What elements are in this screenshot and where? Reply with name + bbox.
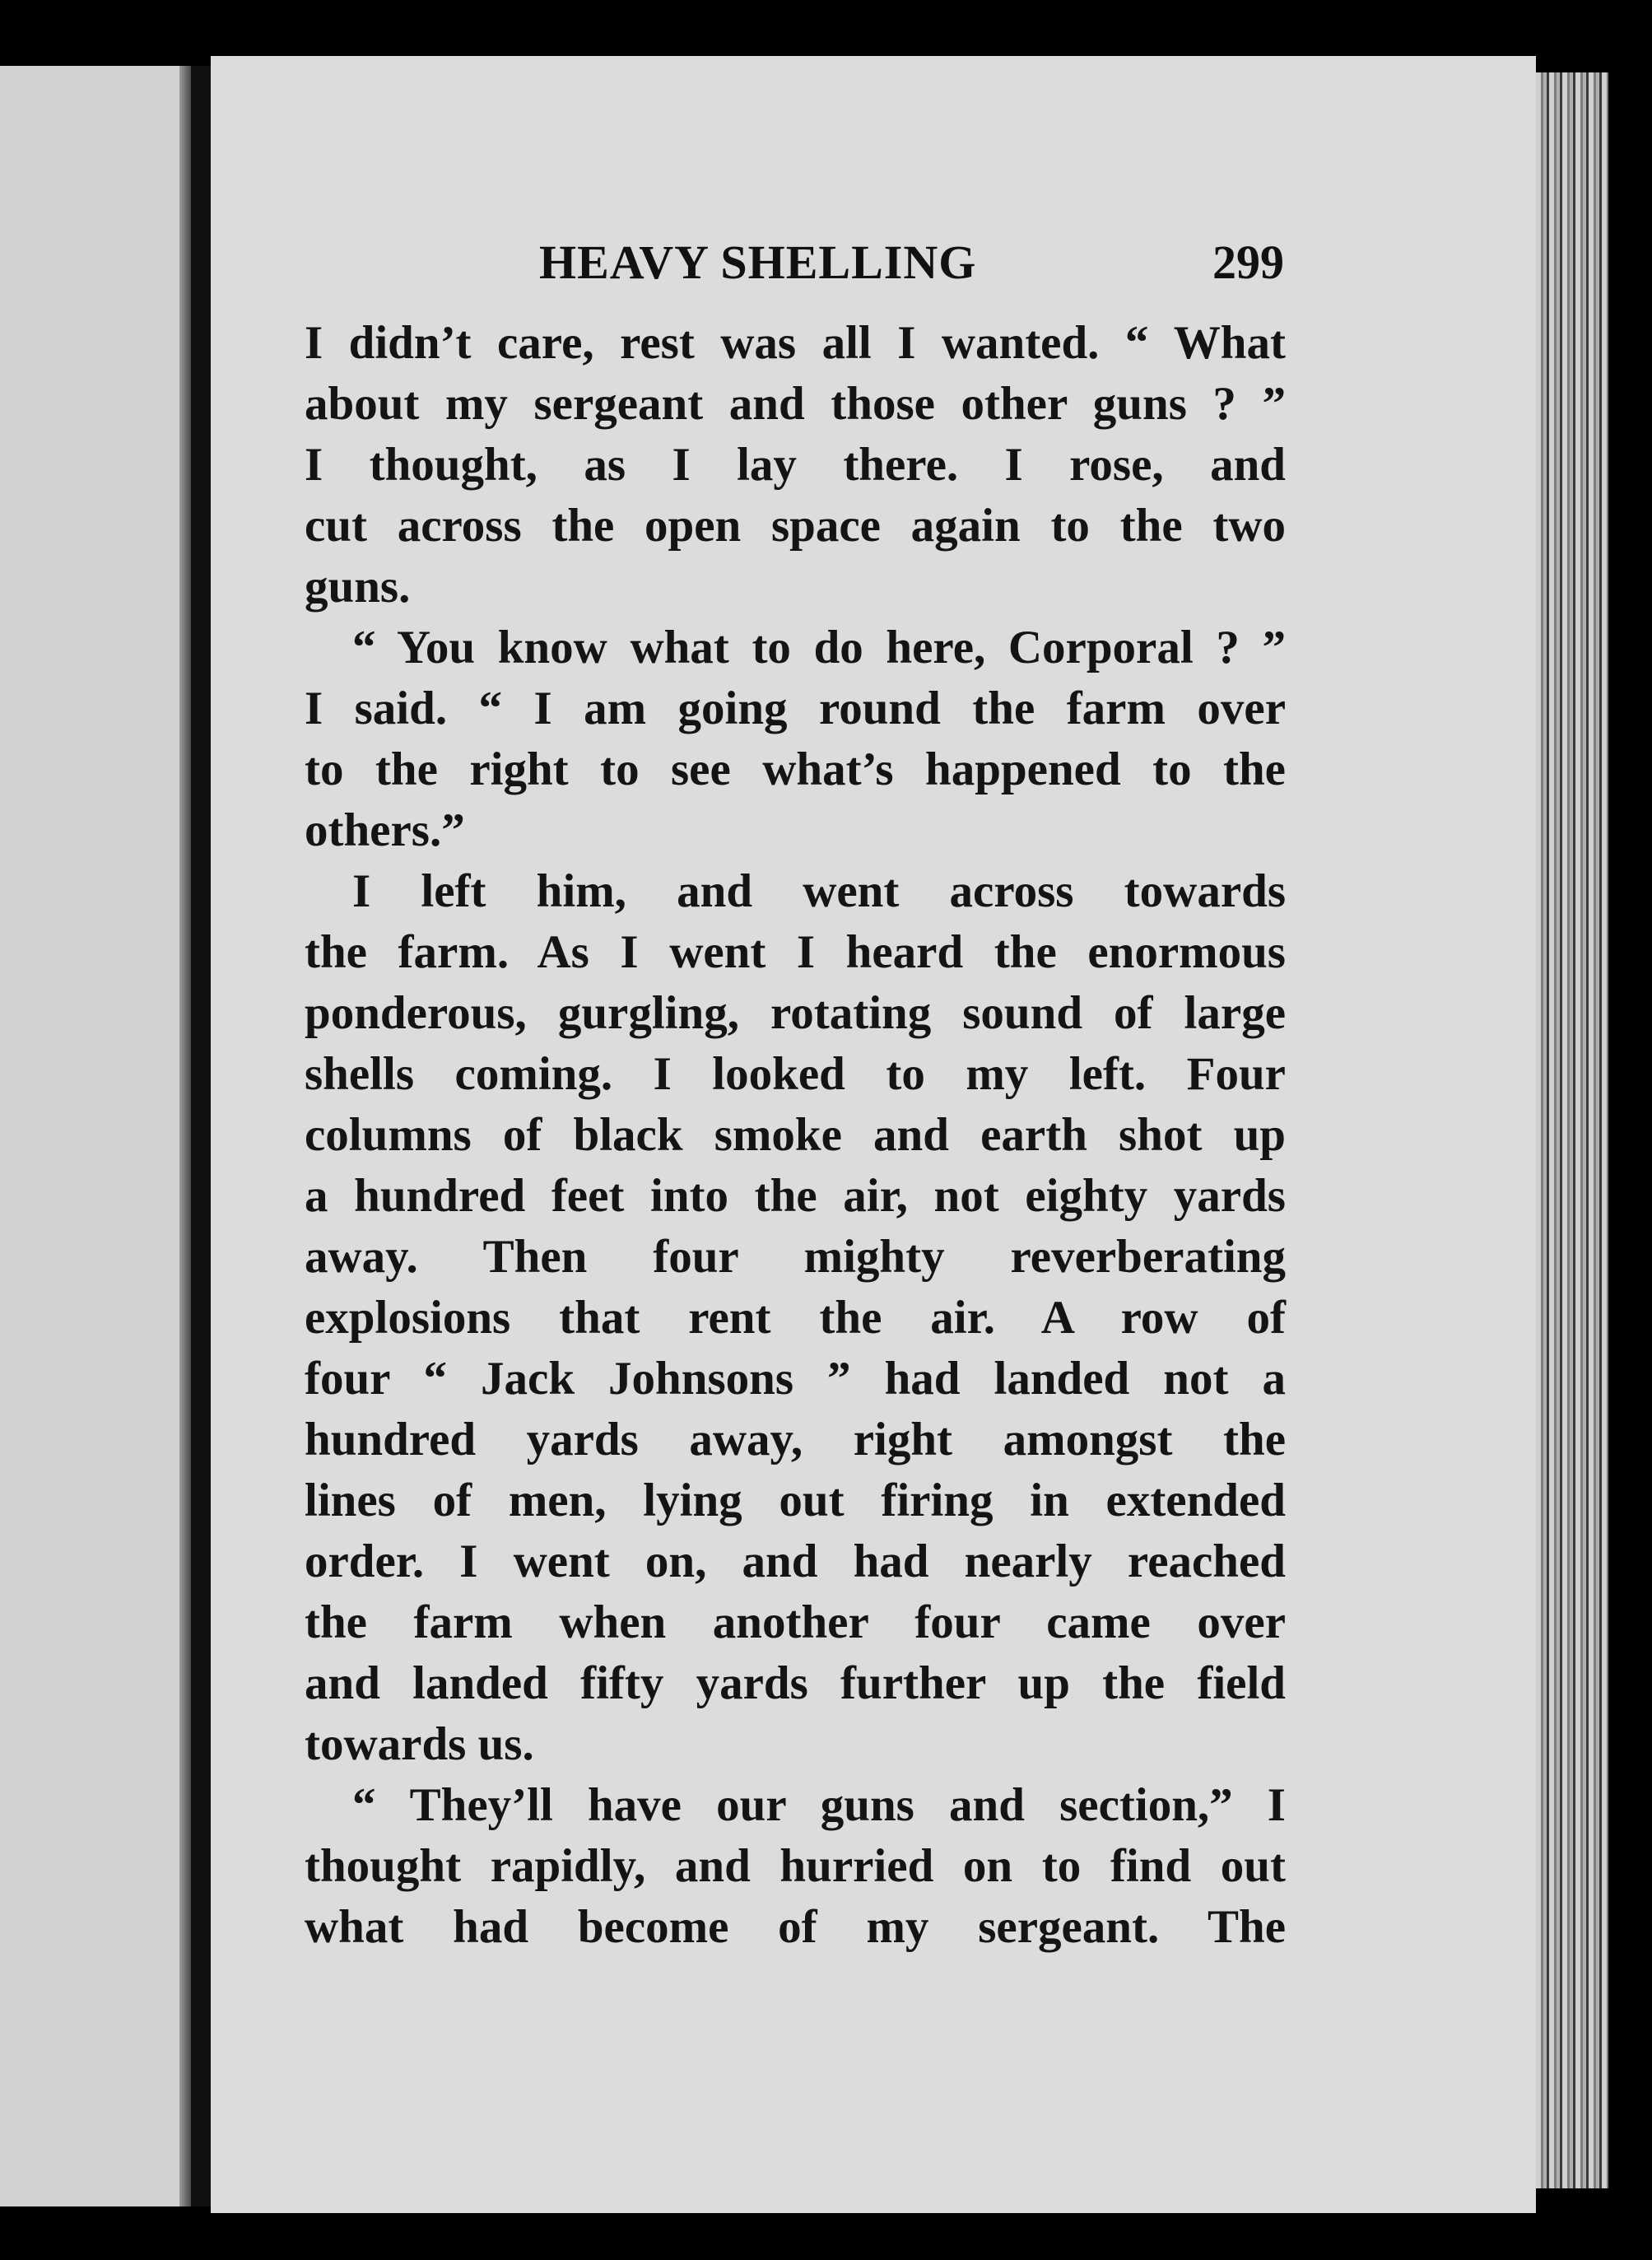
text-line: others.”	[305, 804, 465, 856]
text-line: I said. “ I am going round the farm over	[305, 683, 1286, 734]
text-line: “ They’ll have our guns and section,” I	[352, 1779, 1286, 1831]
text-line: the farm. As I went I heard the enormous	[305, 926, 1286, 978]
page-number: 299	[1212, 235, 1284, 289]
text-line: to the right to see what’s happened to the	[305, 743, 1286, 795]
text-line: thought rapidly, and hurried on to find out	[305, 1840, 1286, 1892]
text-line: lines of men, lying out firing in extended	[305, 1475, 1286, 1526]
text-line: hundred yards away, right amongst the	[305, 1414, 1286, 1466]
text-line: shells coming. I looked to my left. Four	[305, 1048, 1286, 1100]
text-line: cut across the open space again to the two	[305, 500, 1286, 552]
text-line: about my sergeant and those other guns ? ”	[305, 378, 1286, 430]
text-line: explosions that rent the air. A row of	[305, 1292, 1286, 1344]
text-line: away. Then four mighty reverberating	[305, 1231, 1286, 1283]
text-line: guns.	[305, 561, 411, 613]
facing-page-edge	[179, 66, 191, 2206]
text-line: I didn’t care, rest was all I wanted. “ What	[305, 317, 1286, 369]
text-line: ponderous, gurgling, rotating sound of large	[305, 987, 1286, 1039]
text-line: the farm when another four came over	[305, 1596, 1286, 1648]
text-line: columns of black smoke and earth shot up	[305, 1109, 1286, 1161]
text-line: I thought, as I lay there. I rose, and	[305, 439, 1286, 491]
text-line: and landed fifty yards further up the field	[305, 1657, 1286, 1709]
book-gutter	[191, 66, 211, 2206]
running-head: HEAVY SHELLING	[539, 235, 977, 289]
text-line: what had become of my sergeant. The	[305, 1901, 1286, 1953]
body-text	[305, 313, 1286, 1958]
text-line: “ You know what to do here, Corporal ? ”	[352, 622, 1286, 673]
facing-page	[0, 66, 191, 2206]
page-header	[305, 235, 1284, 292]
text-line: towards us.	[305, 1718, 534, 1770]
text-line: order. I went on, and had nearly reached	[305, 1535, 1286, 1587]
text-line: a hundred feet into the air, not eighty yards	[305, 1170, 1286, 1222]
text-line: four “ Jack Johnsons ” had landed not a	[305, 1353, 1286, 1405]
page-stack-edges	[1536, 72, 1608, 2188]
text-line: I left him, and went across towards	[352, 865, 1286, 917]
